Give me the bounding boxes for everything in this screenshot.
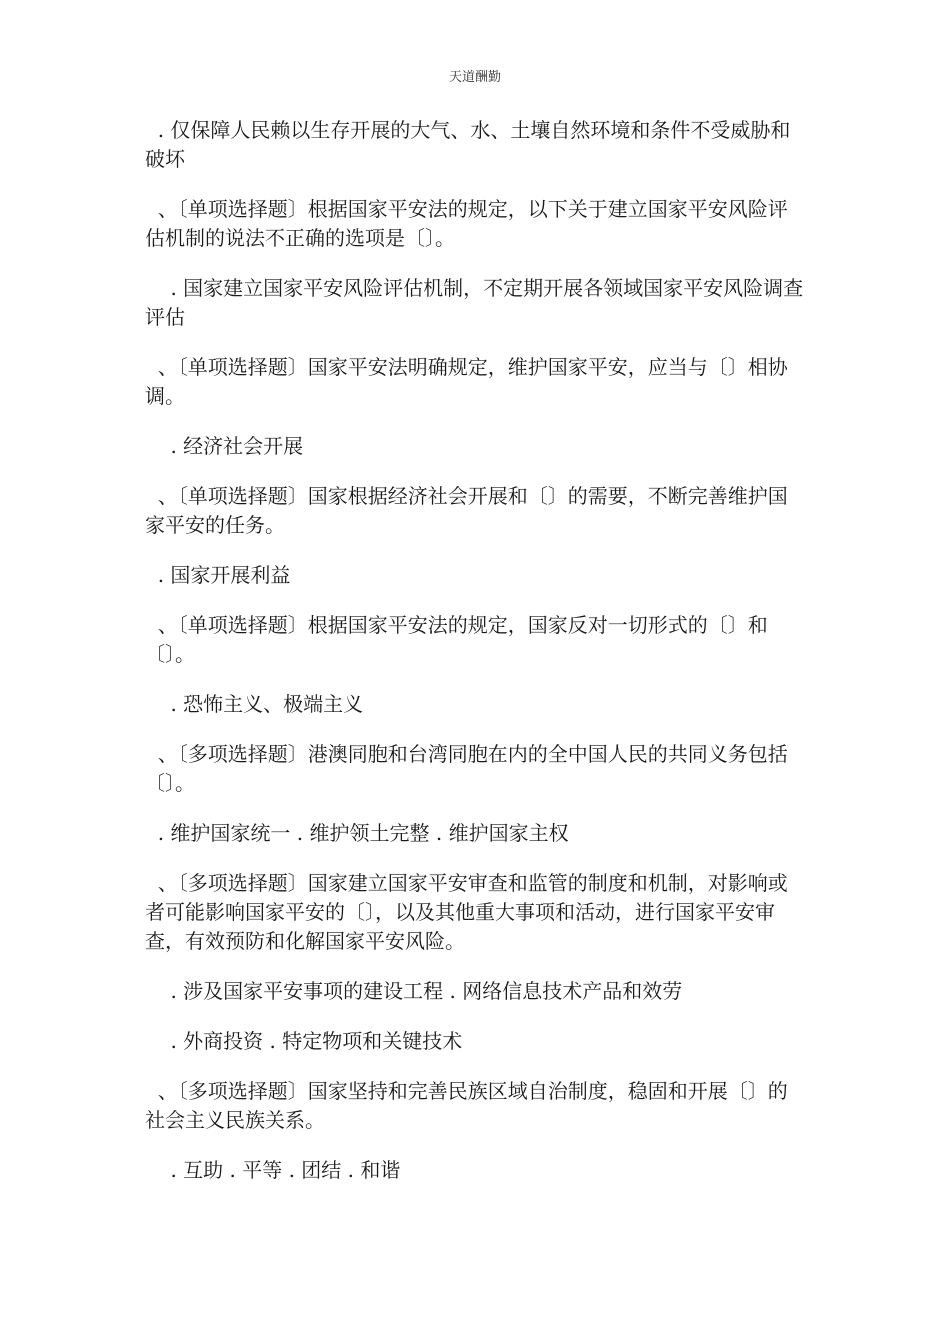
answer-line: . 经济社会开展 xyxy=(145,434,304,458)
question-line: 、〔单项选择题〕根据国家平安法的规定，以下关于建立国家平安风险评估机制的说法不正确的选项是〔〕。 xyxy=(145,197,788,250)
question-line: 、〔单项选择题〕国家平安法明确规定，维护国家平安，应当与〔〕相协调。 xyxy=(145,355,788,408)
question-line: 、〔多项选择题〕港澳同胞和台湾同胞在内的全中国人民的共同义务包括〔〕。 xyxy=(145,742,788,795)
page-header: 天道酬勤 xyxy=(448,70,501,85)
answer-line: . 维护国家统一 . 维护领土完整 . 维护国家主权 xyxy=(145,821,569,845)
document-body xyxy=(145,116,805,1185)
answer-line: . 恐怖主义、极端主义 xyxy=(145,692,364,716)
question-line: 、〔单项选择题〕根据国家平安法的规定，国家反对一切形式的〔〕和〔〕。 xyxy=(145,613,768,666)
question-line: 、〔多项选择题〕国家坚持和完善民族区域自治制度，稳固和开展〔〕的社会主义民族关系。 xyxy=(145,1079,788,1132)
answer-line: . 互助 . 平等 . 团结 . 和谐 xyxy=(145,1158,401,1182)
question-line: 、〔单项选择题〕国家根据经济社会开展和〔〕的需要，不断完善维护国家平安的任务。 xyxy=(145,484,788,537)
answer-line: . 仅保障人民赖以生存开展的大气、水、土壤自然环境和条件不受威胁和破坏 xyxy=(145,118,791,171)
answer-line: . 国家建立国家平安风险评估机制，不定期开展各领域国家平安风险调查评估 xyxy=(145,276,804,329)
question-line: 、〔多项选择题〕国家建立国家平安审查和监管的制度和机制，对影响或者可能影响国家平安的〔〕，以及其他重大事项和活动，进行国家平安审查，有效预防和化解国家平安风险。 xyxy=(145,871,788,953)
answer-line: . 涉及国家平安事项的建设工程 . 网络信息技术产品和效劳 xyxy=(145,979,683,1003)
answer-line: . 外商投资 . 特定物项和关键技术 xyxy=(145,1029,463,1053)
answer-line: . 国家开展利益 xyxy=(145,563,291,587)
